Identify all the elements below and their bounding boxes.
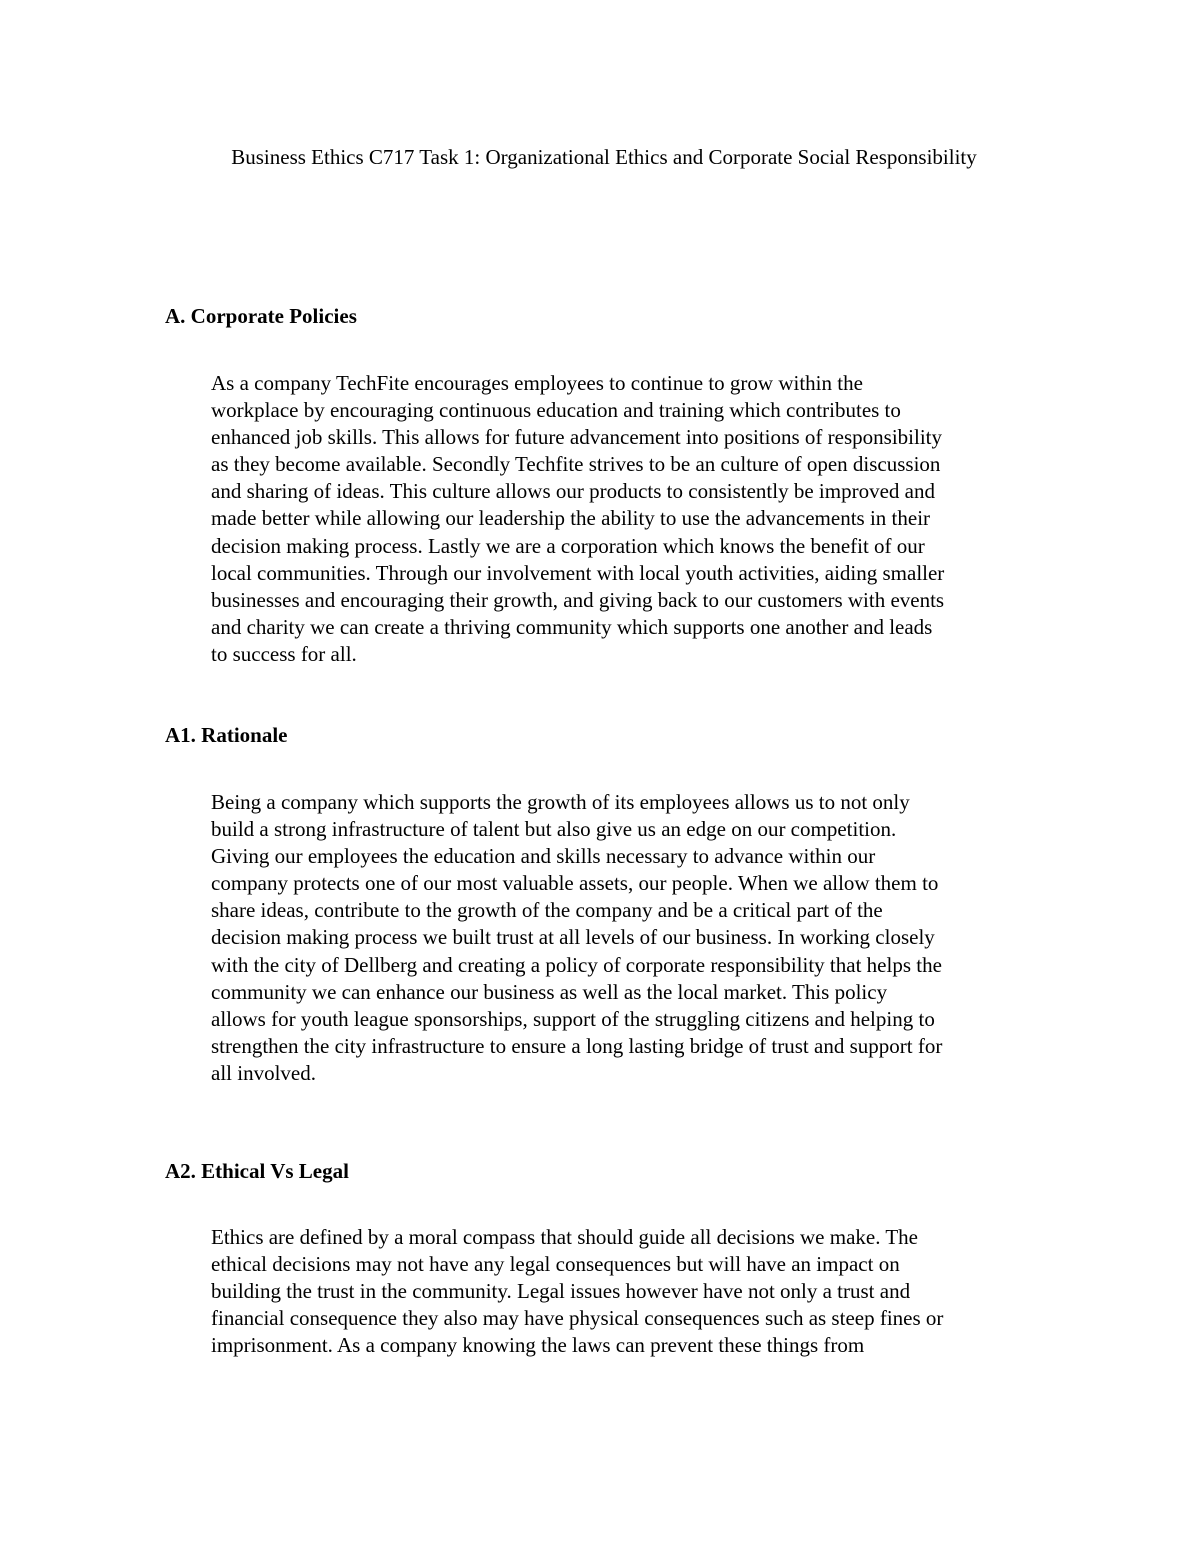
paragraph-line: ethical decisions may not have any legal consequences but will have an impact on	[211, 1252, 900, 1277]
paragraph-line: Being a company which supports the growth of its employees allows us to not only	[211, 790, 910, 814]
paragraph-line: as they become available. Secondly Techfite strives to be an culture of open discussion	[211, 452, 941, 477]
section-paragraph-ethical-vs-legal	[211, 1224, 1071, 1359]
paragraph-line: decision making process. Lastly we are a corporation which knows the benefit of our	[211, 533, 925, 558]
paragraph-line: financial consequence they also may have physical consequences such as steep fines or	[211, 1306, 944, 1331]
paragraph-line: decision making process we built trust at all levels of our business. In working closely	[211, 925, 935, 950]
paragraph-line: Ethics are defined by a moral compass that should guide all decisions we make. The	[211, 1225, 918, 1249]
paragraph-line: As a company TechFite encourages employees to continue to grow within the	[211, 371, 863, 395]
paragraph-line: and charity we can create a thriving community which supports one another and leads	[211, 614, 933, 639]
paragraph-line: with the city of Dellberg and creating a policy of corporate responsibility that helps the	[211, 952, 942, 977]
paragraph-line: imprisonment. As a company knowing the laws can prevent these things from	[211, 1333, 865, 1358]
paragraph-line: businesses and encouraging their growth, and giving back to our customers with events	[211, 587, 945, 612]
paragraph-line: enhanced job skills. This allows for future advancement into positions of responsibility	[211, 425, 942, 450]
paragraph-line: to success for all.	[211, 641, 357, 666]
paragraph-line: Giving our employees the education and skills necessary to advance within our	[211, 844, 876, 869]
paragraph-line: building the trust in the community. Legal issues however have not only a trust and	[211, 1279, 911, 1304]
paragraph-line: strengthen the city infrastructure to ensure a long lasting bridge of trust and support for	[211, 1033, 943, 1058]
section-heading-rationale: A1. Rationale	[165, 723, 288, 747]
paragraph-line: community we can enhance our business as well as the local market. This policy	[211, 979, 888, 1004]
section-heading-ethical-vs-legal: A2. Ethical Vs Legal	[165, 1159, 349, 1183]
paragraph-line: all involved.	[211, 1060, 316, 1085]
document-title: Business Ethics C717 Task 1: Organizational Ethics and Corporate Social Responsibility	[231, 145, 977, 169]
paragraph-line: build a strong infrastructure of talent but also give us an edge on our competition.	[211, 817, 897, 842]
section-paragraph-corporate-policies	[211, 370, 1071, 668]
paragraph-line: workplace by encouraging continuous education and training which contributes to	[211, 398, 901, 423]
paragraph-line: share ideas, contribute to the growth of the company and be a critical part of the	[211, 898, 883, 923]
section-heading-corporate-policies: A. Corporate Policies	[165, 304, 357, 328]
section-paragraph-rationale	[211, 789, 1071, 1087]
paragraph-line: made better while allowing our leadership the ability to use the advancements in their	[211, 506, 931, 531]
paragraph-line: local communities. Through our involvement with local youth activities, aiding smaller	[211, 560, 945, 585]
paragraph-line: and sharing of ideas. This culture allows our products to consistently be improved and	[211, 479, 935, 504]
paragraph-line: company protects one of our most valuable assets, our people. When we allow them to	[211, 871, 939, 896]
paragraph-line: allows for youth league sponsorships, support of the struggling citizens and helping to	[211, 1006, 935, 1031]
